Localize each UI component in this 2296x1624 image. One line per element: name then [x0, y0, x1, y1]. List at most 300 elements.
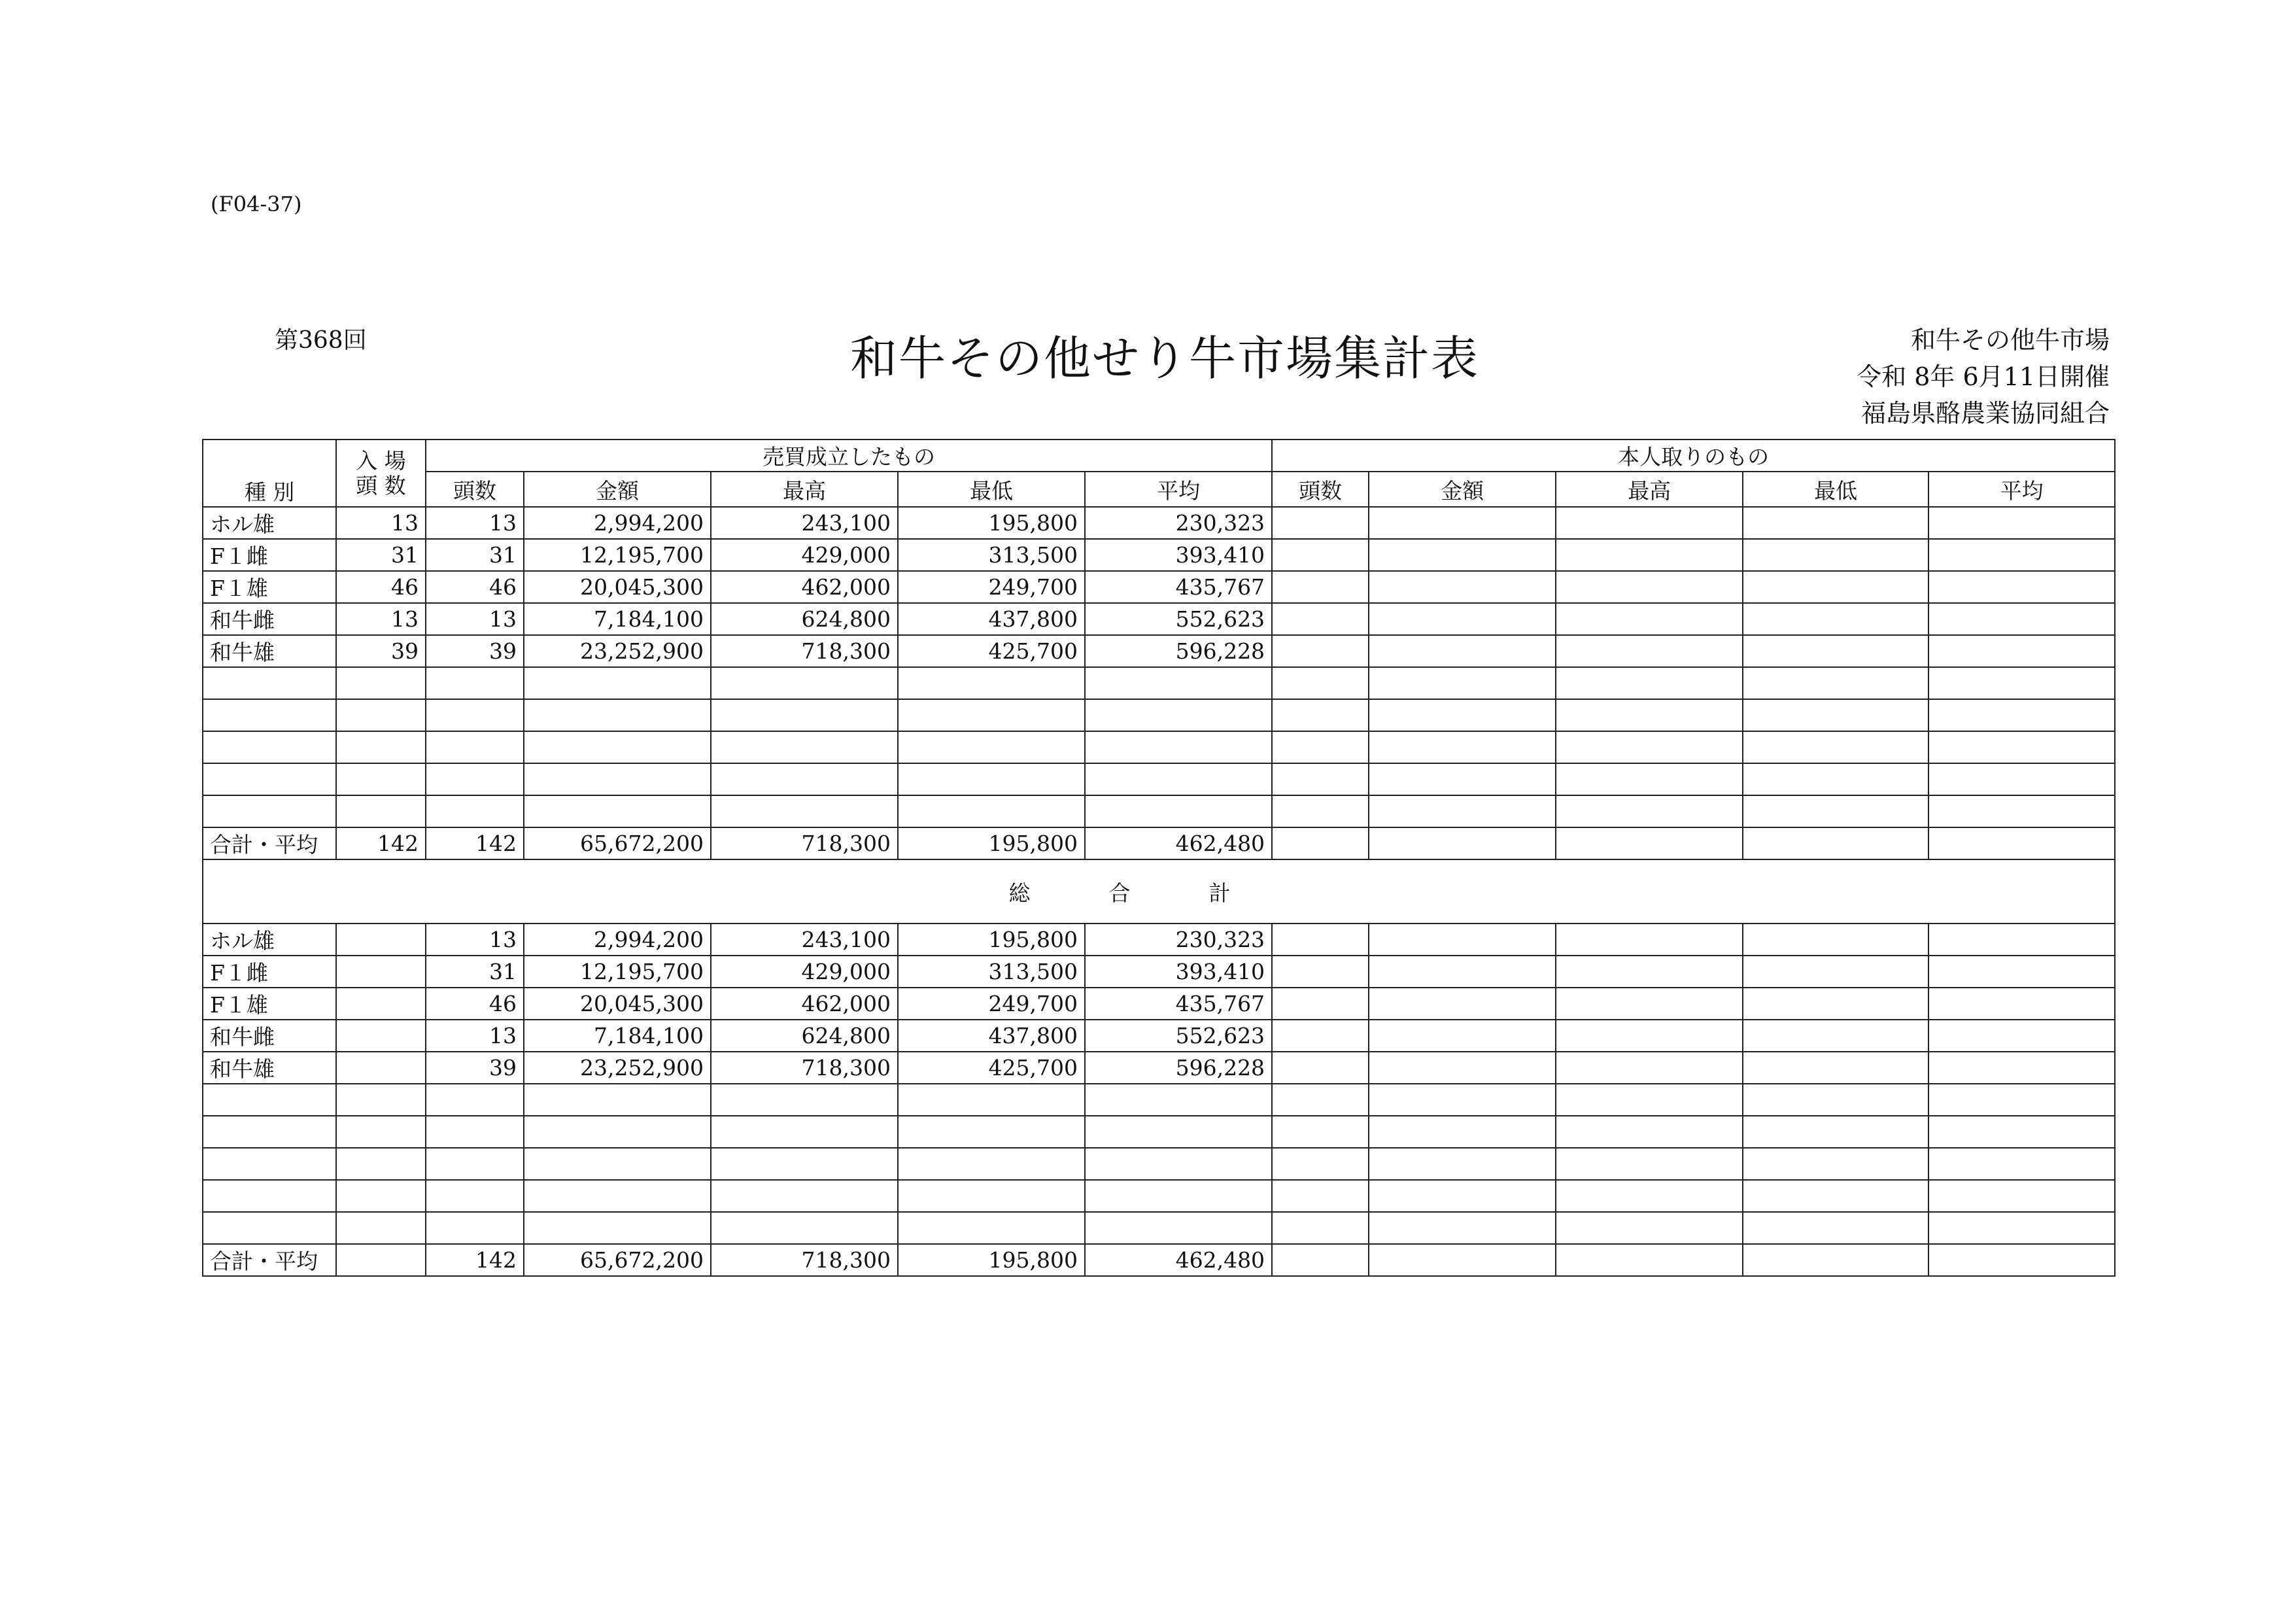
- self-max-cell: [1556, 827, 1743, 859]
- document-code: (F04-37): [211, 192, 302, 216]
- empty-cell: [711, 795, 898, 827]
- self-count-cell: [1272, 956, 1369, 988]
- empty-cell: [1369, 731, 1556, 763]
- empty-cell: [711, 699, 898, 731]
- self-amount-cell: [1369, 1244, 1556, 1276]
- empty-cell: [1556, 1084, 1743, 1116]
- header-sold-count: 頭数: [426, 472, 524, 507]
- sold-count-cell: 13: [426, 507, 524, 539]
- empty-cell: [524, 763, 711, 795]
- empty-cell: [1369, 1084, 1556, 1116]
- header-sold-min: 最低: [898, 472, 1085, 507]
- empty-cell: [1085, 731, 1272, 763]
- self-amount-cell: [1369, 539, 1556, 571]
- self-avg-cell: [1928, 1052, 2115, 1084]
- grand-row: [203, 988, 2115, 1020]
- sold-avg-cell: 552,623: [1085, 603, 1272, 635]
- empty-cell: [711, 1212, 898, 1244]
- incount-cell: 13: [336, 507, 426, 539]
- sold-min-cell: 425,700: [898, 635, 1085, 667]
- empty-cell: [336, 1212, 426, 1244]
- kind-cell: F１雌: [203, 956, 336, 988]
- empty-cell: [1369, 763, 1556, 795]
- self-amount-cell: [1369, 507, 1556, 539]
- header-self-count: 頭数: [1272, 472, 1369, 507]
- empty-cell: [524, 795, 711, 827]
- table-row: [203, 603, 2115, 635]
- self-avg-cell: [1928, 827, 2115, 859]
- empty-cell: [1743, 1148, 1928, 1180]
- empty-cell: [1928, 1148, 2115, 1180]
- empty-cell: [1085, 795, 1272, 827]
- sold-amount-cell: 23,252,900: [524, 635, 711, 667]
- empty-cell: [711, 731, 898, 763]
- empty-cell: [1556, 1180, 1743, 1212]
- empty-cell: [1743, 1116, 1928, 1148]
- sold-amount-cell: 7,184,100: [524, 603, 711, 635]
- empty-cell: [1369, 1148, 1556, 1180]
- empty-cell: [1369, 1212, 1556, 1244]
- sold-avg-cell: 230,323: [1085, 924, 1272, 956]
- kind-cell: 和牛雄: [203, 635, 336, 667]
- sold-min-cell: 313,500: [898, 956, 1085, 988]
- incount-cell: [336, 1020, 426, 1052]
- empty-cell: [1928, 1212, 2115, 1244]
- empty-cell: [1085, 1180, 1272, 1212]
- empty-cell: [426, 731, 524, 763]
- self-amount-cell: [1369, 956, 1556, 988]
- empty-cell: [898, 1180, 1085, 1212]
- empty-cell: [336, 731, 426, 763]
- empty-cell: [203, 1148, 336, 1180]
- sold-count-cell: 13: [426, 924, 524, 956]
- empty-cell: [1556, 795, 1743, 827]
- empty-cell: [1085, 667, 1272, 699]
- self-count-cell: [1272, 603, 1369, 635]
- sold-min-cell: 195,800: [898, 827, 1085, 859]
- sold-avg-cell: 462,480: [1085, 1244, 1272, 1276]
- empty-cell: [336, 1148, 426, 1180]
- self-amount-cell: [1369, 1052, 1556, 1084]
- sold-count-cell: 142: [426, 827, 524, 859]
- sold-max-cell: 429,000: [711, 539, 898, 571]
- empty-cell: [1272, 1180, 1369, 1212]
- header-self: 本人取りのもの: [1272, 440, 2115, 472]
- header-self-min: 最低: [1743, 472, 1928, 507]
- kind-cell: 合計・平均: [203, 1244, 336, 1276]
- header-row-1: [203, 440, 2115, 472]
- header-self-avg: 平均: [1928, 472, 2115, 507]
- sold-count-cell: 46: [426, 988, 524, 1020]
- sold-amount-cell: 12,195,700: [524, 539, 711, 571]
- incount-cell: 142: [336, 827, 426, 859]
- self-min-cell: [1743, 988, 1928, 1020]
- empty-row: [203, 1116, 2115, 1148]
- market-info: [1857, 322, 2110, 432]
- empty-cell: [524, 667, 711, 699]
- empty-cell: [1743, 667, 1928, 699]
- sold-avg-cell: 435,767: [1085, 988, 1272, 1020]
- sold-avg-cell: 596,228: [1085, 1052, 1272, 1084]
- sold-amount-cell: 23,252,900: [524, 1052, 711, 1084]
- table-row: [203, 571, 2115, 603]
- empty-cell: [524, 1148, 711, 1180]
- grand-row: [203, 956, 2115, 988]
- self-count-cell: [1272, 507, 1369, 539]
- empty-row: [203, 795, 2115, 827]
- total-row: [203, 827, 2115, 859]
- header-sold: 売買成立したもの: [426, 440, 1272, 472]
- sold-amount-cell: 20,045,300: [524, 988, 711, 1020]
- empty-row: [203, 1212, 2115, 1244]
- empty-cell: [524, 1084, 711, 1116]
- empty-cell: [524, 731, 711, 763]
- empty-row: [203, 699, 2115, 731]
- sold-min-cell: 195,800: [898, 507, 1085, 539]
- empty-cell: [1743, 1180, 1928, 1212]
- empty-cell: [711, 1116, 898, 1148]
- empty-cell: [1556, 731, 1743, 763]
- summary-table: [202, 439, 2116, 1277]
- self-amount-cell: [1369, 603, 1556, 635]
- self-min-cell: [1743, 924, 1928, 956]
- empty-cell: [426, 667, 524, 699]
- empty-cell: [1928, 731, 2115, 763]
- grand-total-label: 総合計: [203, 859, 2115, 924]
- kind-cell: 和牛雄: [203, 1052, 336, 1084]
- sold-max-cell: 718,300: [711, 827, 898, 859]
- incount-cell: 39: [336, 635, 426, 667]
- self-count-cell: [1272, 1020, 1369, 1052]
- empty-cell: [426, 1116, 524, 1148]
- sold-count-cell: 13: [426, 1020, 524, 1052]
- kind-cell: 合計・平均: [203, 827, 336, 859]
- sold-min-cell: 437,800: [898, 603, 1085, 635]
- self-avg-cell: [1928, 988, 2115, 1020]
- incount-cell: [336, 1052, 426, 1084]
- self-max-cell: [1556, 988, 1743, 1020]
- header-incount: [336, 440, 426, 507]
- self-count-cell: [1272, 827, 1369, 859]
- empty-cell: [203, 1180, 336, 1212]
- self-avg-cell: [1928, 956, 2115, 988]
- self-avg-cell: [1928, 924, 2115, 956]
- self-max-cell: [1556, 1244, 1743, 1276]
- empty-cell: [426, 795, 524, 827]
- sold-max-cell: 243,100: [711, 924, 898, 956]
- sold-max-cell: 624,800: [711, 1020, 898, 1052]
- table-row: [203, 635, 2115, 667]
- empty-cell: [1369, 795, 1556, 827]
- empty-cell: [524, 699, 711, 731]
- empty-cell: [1085, 699, 1272, 731]
- empty-cell: [1369, 1116, 1556, 1148]
- self-min-cell: [1743, 507, 1928, 539]
- self-count-cell: [1272, 1052, 1369, 1084]
- session-number: 第368回: [275, 327, 367, 354]
- empty-cell: [1272, 795, 1369, 827]
- empty-cell: [1743, 763, 1928, 795]
- empty-cell: [1272, 1084, 1369, 1116]
- sold-min-cell: 437,800: [898, 1020, 1085, 1052]
- sold-min-cell: 195,800: [898, 1244, 1085, 1276]
- kind-cell: 和牛雌: [203, 603, 336, 635]
- market-name: 和牛その他牛市場: [1910, 326, 2110, 354]
- empty-cell: [336, 1084, 426, 1116]
- sold-amount-cell: 12,195,700: [524, 956, 711, 988]
- header-kind: 種 別: [203, 440, 336, 507]
- header-sold-max: 最高: [711, 472, 898, 507]
- sold-count-cell: 13: [426, 603, 524, 635]
- self-min-cell: [1743, 539, 1928, 571]
- empty-cell: [1556, 1148, 1743, 1180]
- header-incount-line1: 入 場: [356, 447, 406, 474]
- empty-cell: [898, 667, 1085, 699]
- sold-amount-cell: 65,672,200: [524, 1244, 711, 1276]
- sold-count-cell: 46: [426, 571, 524, 603]
- self-avg-cell: [1928, 539, 2115, 571]
- self-amount-cell: [1369, 571, 1556, 603]
- event-date: 令和 8年 6月11日開催: [1857, 362, 2110, 391]
- self-max-cell: [1556, 956, 1743, 988]
- self-max-cell: [1556, 635, 1743, 667]
- self-avg-cell: [1928, 571, 2115, 603]
- self-avg-cell: [1928, 1020, 2115, 1052]
- empty-cell: [711, 763, 898, 795]
- sold-min-cell: 195,800: [898, 924, 1085, 956]
- empty-row: [203, 667, 2115, 699]
- self-min-cell: [1743, 635, 1928, 667]
- empty-cell: [524, 1212, 711, 1244]
- empty-cell: [1556, 1116, 1743, 1148]
- header-sold-avg: 平均: [1085, 472, 1272, 507]
- incount-cell: [336, 924, 426, 956]
- empty-cell: [711, 1148, 898, 1180]
- empty-cell: [898, 731, 1085, 763]
- self-min-cell: [1743, 1052, 1928, 1084]
- kind-cell: F１雄: [203, 988, 336, 1020]
- empty-cell: [1556, 1212, 1743, 1244]
- empty-cell: [1272, 667, 1369, 699]
- empty-cell: [426, 1148, 524, 1180]
- header-incount-line2: 頭 数: [356, 472, 406, 498]
- table-row: [203, 539, 2115, 571]
- sold-amount-cell: 7,184,100: [524, 1020, 711, 1052]
- empty-cell: [426, 1180, 524, 1212]
- sold-avg-cell: 552,623: [1085, 1020, 1272, 1052]
- empty-row: [203, 763, 2115, 795]
- kind-cell: ホル雄: [203, 924, 336, 956]
- empty-cell: [203, 1212, 336, 1244]
- empty-cell: [1272, 731, 1369, 763]
- self-avg-cell: [1928, 635, 2115, 667]
- empty-cell: [1743, 1084, 1928, 1116]
- self-amount-cell: [1369, 924, 1556, 956]
- sold-avg-cell: 230,323: [1085, 507, 1272, 539]
- incount-cell: [336, 988, 426, 1020]
- empty-cell: [203, 1084, 336, 1116]
- empty-cell: [426, 1212, 524, 1244]
- empty-cell: [1085, 1148, 1272, 1180]
- self-max-cell: [1556, 507, 1743, 539]
- empty-cell: [1085, 763, 1272, 795]
- empty-cell: [898, 1116, 1085, 1148]
- empty-cell: [1085, 1116, 1272, 1148]
- self-amount-cell: [1369, 1020, 1556, 1052]
- self-max-cell: [1556, 603, 1743, 635]
- empty-cell: [1928, 1084, 2115, 1116]
- empty-cell: [1556, 699, 1743, 731]
- empty-cell: [898, 1084, 1085, 1116]
- self-avg-cell: [1928, 603, 2115, 635]
- empty-cell: [203, 795, 336, 827]
- sold-amount-cell: 2,994,200: [524, 507, 711, 539]
- empty-cell: [203, 1116, 336, 1148]
- sold-count-cell: 39: [426, 1052, 524, 1084]
- empty-cell: [898, 795, 1085, 827]
- self-min-cell: [1743, 603, 1928, 635]
- self-amount-cell: [1369, 827, 1556, 859]
- grand-row: [203, 1052, 2115, 1084]
- grand-row: [203, 924, 2115, 956]
- empty-row: [203, 1148, 2115, 1180]
- header-row-2: [203, 472, 2115, 507]
- sold-avg-cell: 435,767: [1085, 571, 1272, 603]
- empty-cell: [426, 1084, 524, 1116]
- self-amount-cell: [1369, 988, 1556, 1020]
- empty-cell: [1743, 795, 1928, 827]
- empty-cell: [1085, 1212, 1272, 1244]
- sold-max-cell: 624,800: [711, 603, 898, 635]
- self-count-cell: [1272, 1244, 1369, 1276]
- empty-cell: [1556, 763, 1743, 795]
- header-self-max: 最高: [1556, 472, 1743, 507]
- self-count-cell: [1272, 988, 1369, 1020]
- sold-min-cell: 313,500: [898, 539, 1085, 571]
- organization-name: 福島県酪農業協同組合: [1860, 399, 2110, 428]
- grand-row: [203, 1020, 2115, 1052]
- empty-row: [203, 1180, 2115, 1212]
- empty-cell: [898, 1148, 1085, 1180]
- self-min-cell: [1743, 956, 1928, 988]
- empty-cell: [203, 667, 336, 699]
- empty-cell: [336, 1116, 426, 1148]
- self-max-cell: [1556, 1020, 1743, 1052]
- empty-cell: [1556, 667, 1743, 699]
- sold-min-cell: 249,700: [898, 571, 1085, 603]
- sold-avg-cell: 393,410: [1085, 539, 1272, 571]
- sold-count-cell: 31: [426, 539, 524, 571]
- self-count-cell: [1272, 571, 1369, 603]
- empty-cell: [898, 1212, 1085, 1244]
- self-min-cell: [1743, 1244, 1928, 1276]
- self-max-cell: [1556, 924, 1743, 956]
- incount-cell: 31: [336, 539, 426, 571]
- sold-max-cell: 718,300: [711, 635, 898, 667]
- grand-total-band: [203, 859, 2115, 924]
- self-max-cell: [1556, 1052, 1743, 1084]
- sold-avg-cell: 393,410: [1085, 956, 1272, 988]
- sold-avg-cell: 462,480: [1085, 827, 1272, 859]
- sold-max-cell: 243,100: [711, 507, 898, 539]
- empty-cell: [1085, 1084, 1272, 1116]
- self-avg-cell: [1928, 1244, 2115, 1276]
- sold-max-cell: 429,000: [711, 956, 898, 988]
- sold-max-cell: 718,300: [711, 1052, 898, 1084]
- sold-amount-cell: 65,672,200: [524, 827, 711, 859]
- kind-cell: F１雄: [203, 571, 336, 603]
- self-min-cell: [1743, 827, 1928, 859]
- empty-cell: [1369, 667, 1556, 699]
- empty-cell: [1369, 699, 1556, 731]
- empty-cell: [336, 763, 426, 795]
- empty-row: [203, 731, 2115, 763]
- sold-min-cell: 425,700: [898, 1052, 1085, 1084]
- empty-cell: [898, 763, 1085, 795]
- empty-cell: [711, 1084, 898, 1116]
- sold-min-cell: 249,700: [898, 988, 1085, 1020]
- empty-cell: [1743, 699, 1928, 731]
- empty-cell: [1272, 1116, 1369, 1148]
- sold-amount-cell: 2,994,200: [524, 924, 711, 956]
- kind-cell: ホル雄: [203, 507, 336, 539]
- empty-cell: [203, 731, 336, 763]
- empty-cell: [1928, 699, 2115, 731]
- empty-cell: [1928, 667, 2115, 699]
- empty-cell: [1928, 1180, 2115, 1212]
- empty-cell: [1928, 1116, 2115, 1148]
- empty-cell: [1272, 763, 1369, 795]
- empty-cell: [898, 699, 1085, 731]
- empty-cell: [1928, 795, 2115, 827]
- empty-cell: [203, 763, 336, 795]
- kind-cell: F１雌: [203, 539, 336, 571]
- empty-cell: [711, 1180, 898, 1212]
- self-count-cell: [1272, 539, 1369, 571]
- grand-total-row: [203, 1244, 2115, 1276]
- empty-cell: [336, 795, 426, 827]
- empty-cell: [711, 667, 898, 699]
- sold-count-cell: 142: [426, 1244, 524, 1276]
- empty-row: [203, 1084, 2115, 1116]
- empty-cell: [336, 699, 426, 731]
- header-sold-amount: 金額: [524, 472, 711, 507]
- empty-cell: [1743, 1212, 1928, 1244]
- sold-avg-cell: 596,228: [1085, 635, 1272, 667]
- self-count-cell: [1272, 635, 1369, 667]
- self-min-cell: [1743, 1020, 1928, 1052]
- sold-amount-cell: 20,045,300: [524, 571, 711, 603]
- header-self-amount: 金額: [1369, 472, 1556, 507]
- empty-cell: [1272, 1148, 1369, 1180]
- empty-cell: [524, 1116, 711, 1148]
- table-row: [203, 507, 2115, 539]
- empty-cell: [203, 699, 336, 731]
- empty-cell: [336, 1180, 426, 1212]
- sold-count-cell: 39: [426, 635, 524, 667]
- page-title: 和牛その他せり牛市場集計表: [850, 331, 1480, 386]
- empty-cell: [1928, 763, 2115, 795]
- self-max-cell: [1556, 539, 1743, 571]
- empty-cell: [426, 699, 524, 731]
- incount-cell: [336, 1244, 426, 1276]
- sold-count-cell: 31: [426, 956, 524, 988]
- empty-cell: [524, 1180, 711, 1212]
- empty-cell: [1369, 1180, 1556, 1212]
- self-amount-cell: [1369, 635, 1556, 667]
- kind-cell: 和牛雌: [203, 1020, 336, 1052]
- empty-cell: [1272, 1212, 1369, 1244]
